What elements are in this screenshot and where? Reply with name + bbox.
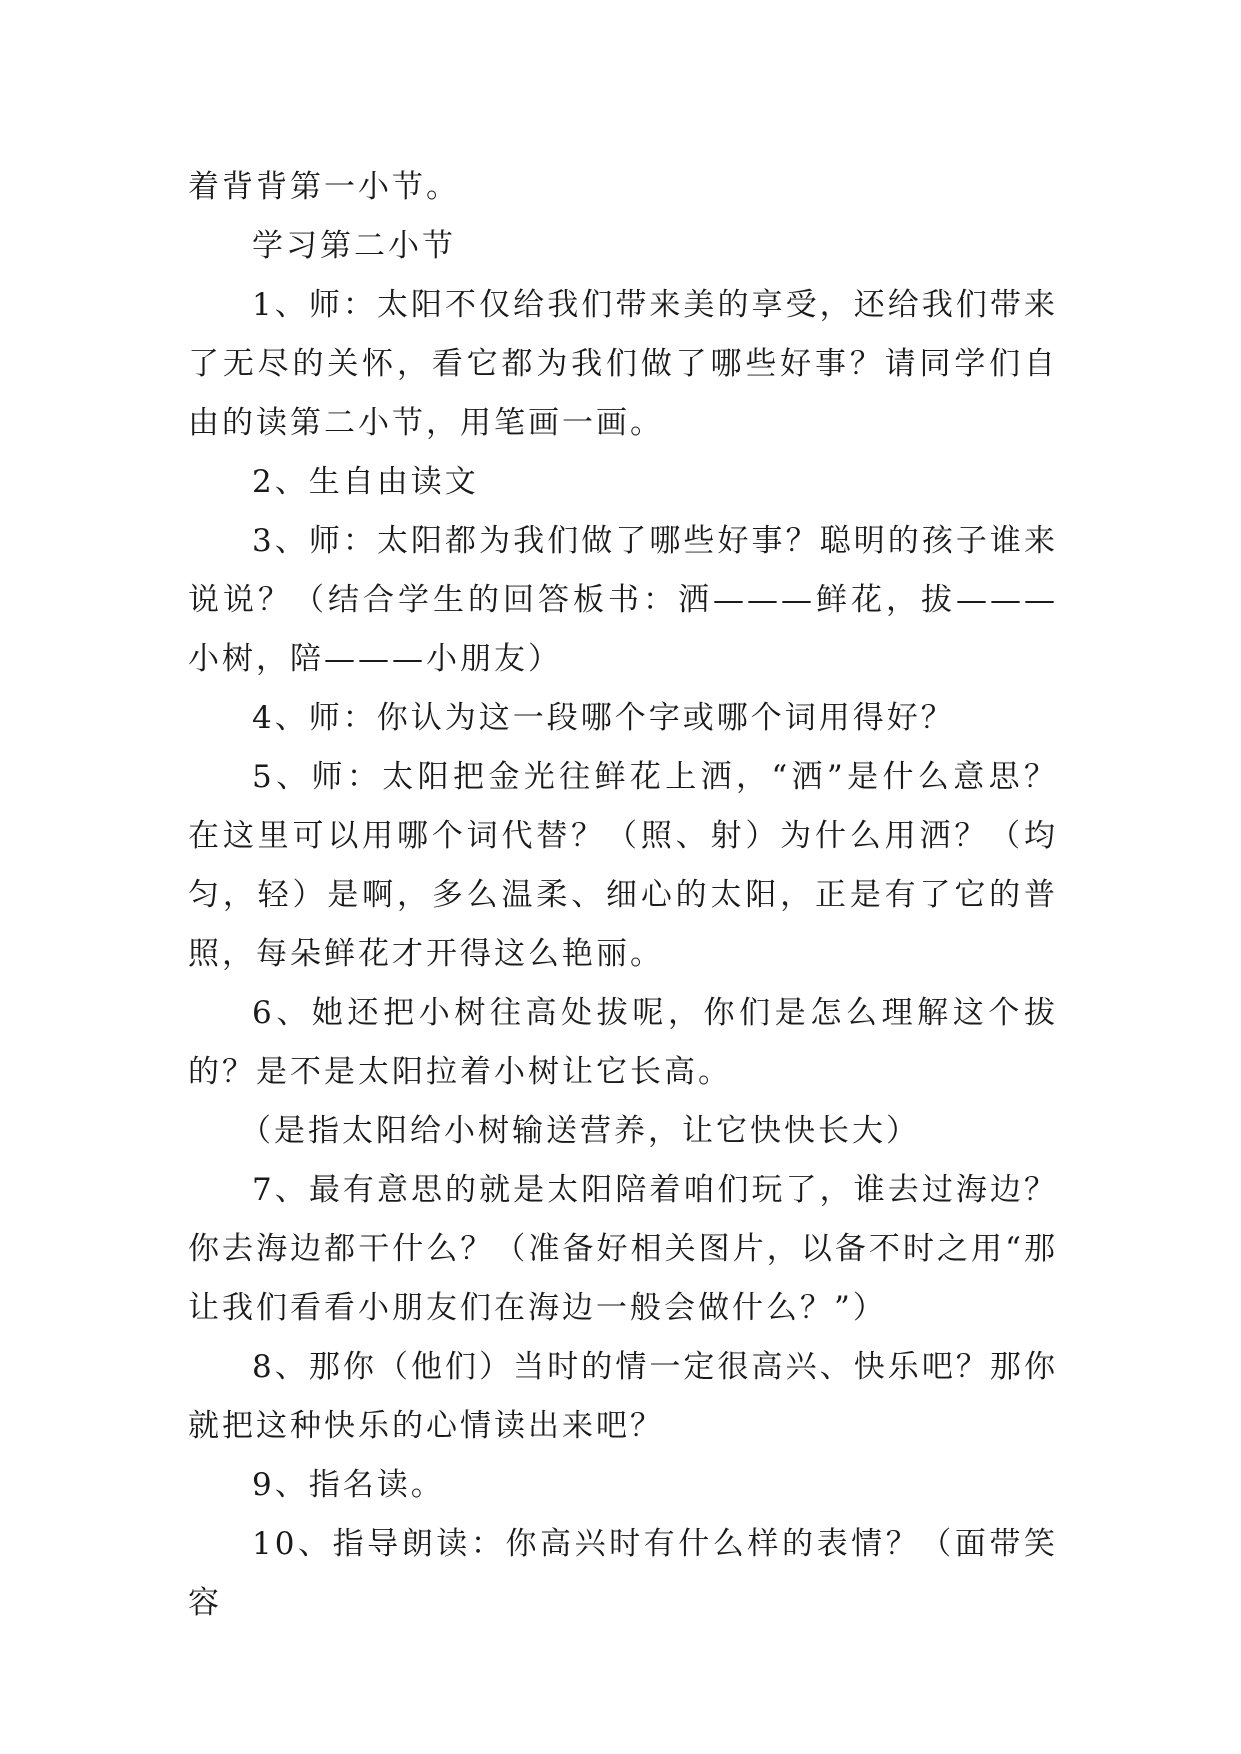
paragraph: 3、师：太阳都为我们做了哪些好事？聪明的孩子谁来说说？（结合学生的回答板书：洒———鲜花，拔———小树，陪———小朋友） <box>188 523 1058 677</box>
document-body <box>188 158 1058 1633</box>
paragraph: 10、指导朗读：你高兴时有什么样的表情？（面带笑容 <box>188 1526 1058 1621</box>
paragraph: 7、最有意思的就是太阳陪着咱们玩了，谁去过海边？你去海边都干什么？（准备好相关图片，以备不时之用“那让我们看看小朋友们在海边一般会做什么？”） <box>188 1172 1058 1326</box>
paragraph: 9、指名读。 <box>252 1467 445 1503</box>
section-heading: 学习第二小节 <box>252 228 456 264</box>
paragraph: 1、师：太阳不仅给我们带来美的享受，还给我们带来了无尽的关怀，看它都为我们做了哪些好事？请同学们自由的读第二小节，用笔画一画。 <box>188 287 1058 441</box>
paragraph: 8、那你（他们）当时的情一定很高兴、快乐吧？那你就把这种快乐的心情读出来吧？ <box>188 1349 1058 1444</box>
paragraph: 4、师：你认为这一段哪个字或哪个词用得好？ <box>252 700 955 736</box>
paragraph: 5、师：太阳把金光往鲜花上洒，“洒”是什么意思？在这里可以用哪个词代替？（照、射）为什么用洒？（均匀，轻）是啊，多么温柔、细心的太阳，正是有了它的普照，每朵鲜花才开得这么艳丽。 <box>188 759 1058 972</box>
paragraph: 2、生自由读文 <box>252 464 479 500</box>
paragraph: 着背背第一小节。 <box>188 169 460 205</box>
paragraph: 6、她还把小树往高处拔呢，你们是怎么理解这个拔的？是不是太阳拉着小树让它长高。 <box>188 995 1058 1090</box>
paragraph: （是指太阳给小树输送营养，让它快快长大） <box>240 1113 920 1149</box>
